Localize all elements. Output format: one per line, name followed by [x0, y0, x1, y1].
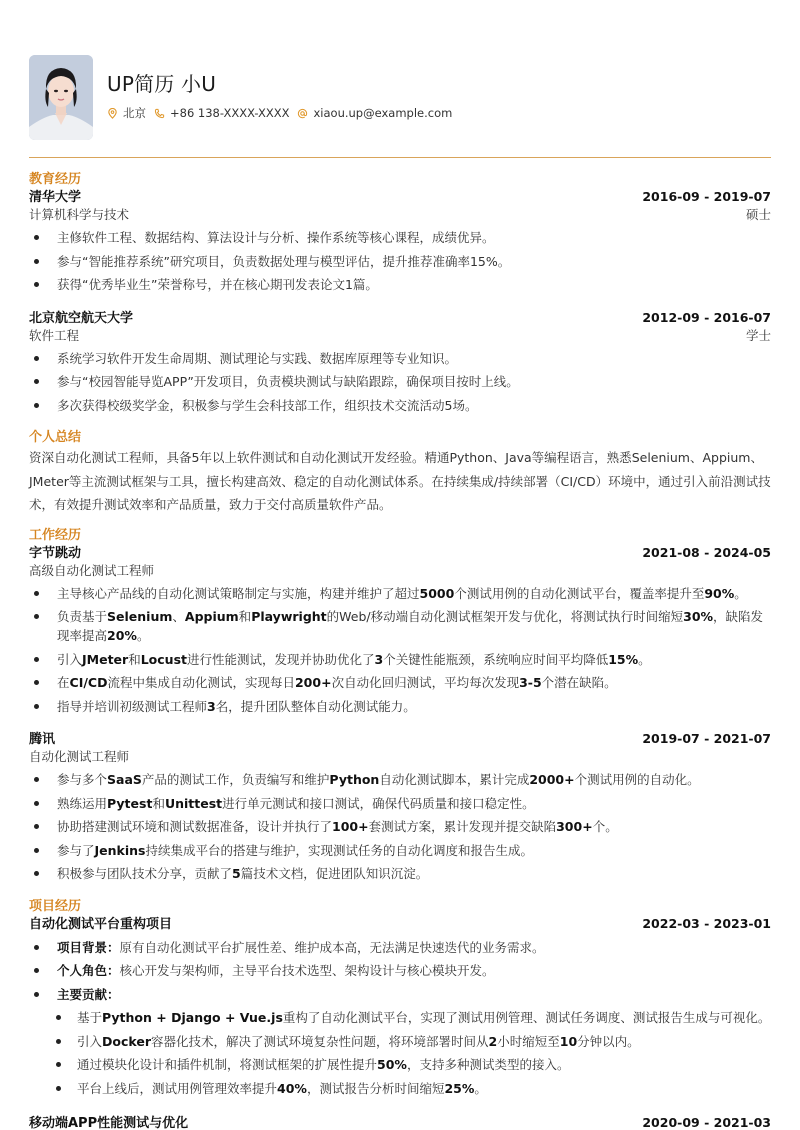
education-entry — [29, 188, 771, 294]
section-title-projects: 项目经历 — [29, 898, 82, 914]
resume-content — [29, 171, 771, 1130]
list-item: 主要贡献： — [29, 985, 771, 1004]
list-item: 积极参与团队技术分享，贡献了5篇技术文档，促进团队知识沉淀。 — [29, 864, 771, 883]
bullet-list — [29, 584, 771, 716]
project-entry — [29, 1114, 771, 1130]
list-item: 平台上线后，测试用例管理效率提升40%，测试报告分析时间缩短25%。 — [29, 1079, 771, 1098]
resume-header — [29, 55, 460, 140]
email-text[interactable]: xiaou.up@example.com — [313, 106, 453, 120]
education-section — [29, 171, 771, 415]
profile-photo — [29, 55, 93, 140]
contact-phone — [154, 106, 289, 120]
list-item: 系统学习软件开发生命周期、测试理论与实践、数据库原理等专业知识。 — [29, 349, 771, 368]
work-entry — [29, 730, 771, 883]
date-range: 2019-07 - 2021-07 — [642, 731, 771, 746]
project-name: 移动端APP性能测试与优化 — [29, 1116, 189, 1130]
list-item: 主导核心产品线的自动化测试策略制定与实施，构建并维护了超过5000个测试用例的自动化测试平台，覆盖率提升至90%。 — [29, 584, 771, 603]
nested-bullet-list — [29, 1008, 771, 1098]
projects-section — [29, 898, 771, 1130]
list-item: 参与了Jenkins持续集成平台的搭建与维护，实现测试任务的自动化调度和报告生成。 — [29, 841, 771, 860]
date-range: 2016-09 - 2019-07 — [642, 189, 771, 204]
section-title-work: 工作经历 — [29, 527, 82, 543]
phone-text[interactable]: +86 138-XXXX-XXXX — [170, 106, 290, 120]
list-item: 主修软件工程、数据结构、算法设计与分析、操作系统等核心课程，成绩优异。 — [29, 228, 771, 247]
list-item: 个人角色：核心开发与架构师，主导平台技术选型、架构设计与核心模块开发。 — [29, 961, 771, 980]
contact-email — [297, 106, 452, 120]
list-item: 熟练运用Pytest和Unittest进行单元测试和接口测试，确保代码质量和接口稳定性。 — [29, 794, 771, 813]
list-item: 多次获得校级奖学金，积极参与学生会科技部工作，组织技术交流活动5场。 — [29, 396, 771, 415]
major: 计算机科学与技术 — [29, 207, 130, 222]
list-item: 参与“智能推荐系统”研究项目，负责数据处理与模型评估，提升推荐准确率15%。 — [29, 252, 771, 271]
degree: 硕士 — [745, 207, 771, 222]
date-range: 2020-09 - 2021-03 — [642, 1115, 771, 1130]
work-entry — [29, 544, 771, 716]
list-item: 协助搭建测试环境和测试数据准备，设计并执行了100+套测试方案，累计发现并提交缺陷300+个。 — [29, 817, 771, 836]
candidate-name: UP简历 小U — [107, 72, 217, 96]
map-pin-icon — [107, 108, 118, 119]
list-item: 获得“优秀毕业生”荣誉称号，并在核心期刊发表论文1篇。 — [29, 275, 771, 294]
phone-icon — [154, 108, 165, 119]
list-item: 负责基于Selenium、Appium和Playwright的Web/移动端自动化测试框架开发与优化，将测试执行时间缩短30%，缺陷发现率提高20%。 — [29, 607, 771, 645]
contact-list — [107, 105, 460, 121]
bullet-list — [29, 938, 771, 1004]
job-title: 自动化测试工程师 — [29, 749, 130, 764]
date-range: 2021-08 - 2024-05 — [642, 544, 771, 560]
header-divider — [29, 157, 771, 158]
list-item: 在CI/CD流程中集成自动化测试，实现每日200+次自动化回归测试，平均每次发现3-5个潜在缺陷。 — [29, 673, 771, 692]
school-name: 清华大学 — [29, 190, 82, 205]
list-item: 引入Docker容器化技术，解决了测试环境复杂性问题，将环境部署时间从2小时缩短至10分钟以内。 — [29, 1032, 771, 1051]
degree: 学士 — [745, 327, 771, 343]
list-item: 基于Python + Django + Vue.js重构了自动化测试平台，实现了测试用例管理、测试任务调度、测试报告生成与可视化。 — [29, 1008, 771, 1027]
summary-text: 资深自动化测试工程师，具备5年以上软件测试和自动化测试开发经验。精通Python、Java等编程语言，熟悉Selenium、Appium、JMeter等主流测试框架与工具，擅长构建高效、稳定的自动化测试体系。在持续集成/持续部署（CI/CD）环境中，通过引入前沿测试技术，有效提升测试效率和产品质量，致力于交付高质量软件产品。 — [29, 450, 771, 512]
location-text: 北京 — [123, 106, 146, 120]
list-item: 指导并培训初级测试工程师3名，提升团队整体自动化测试能力。 — [29, 697, 771, 716]
list-item: 参与“校园智能导览APP”开发项目，负责模块测试与缺陷跟踪，确保项目按时上线。 — [29, 372, 771, 391]
education-entry — [29, 309, 771, 415]
bullet-list — [29, 770, 771, 883]
major: 软件工程 — [29, 327, 80, 343]
work-section — [29, 527, 771, 884]
bullet-list — [29, 228, 771, 294]
list-item: 项目背景：原有自动化测试平台扩展性差、维护成本高，无法满足快速迭代的业务需求。 — [29, 938, 771, 957]
school-name: 北京航空航天大学 — [29, 310, 134, 326]
company-name: 腾讯 — [29, 732, 56, 747]
list-item: 参与多个SaaS产品的测试工作，负责编写和维护Python自动化测试脚本，累计完成2000+个测试用例的自动化。 — [29, 770, 771, 789]
section-title-summary: 个人总结 — [29, 430, 82, 445]
contact-location — [107, 105, 146, 121]
person-portrait-icon — [29, 55, 93, 140]
bullet-list — [29, 349, 771, 415]
company-name: 字节跳动 — [29, 545, 82, 561]
project-entry — [29, 915, 771, 1098]
list-item: 引入JMeter和Locust进行性能测试，发现并协助优化了3个关键性能瓶颈，系统响应时间平均降低15%。 — [29, 650, 771, 669]
date-range: 2012-09 - 2016-07 — [642, 309, 771, 325]
list-item: 通过模块化设计和插件机制，将测试框架的扩展性提升50%，支持多种测试类型的接入。 — [29, 1055, 771, 1074]
job-title: 高级自动化测试工程师 — [29, 562, 155, 578]
project-name: 自动化测试平台重构项目 — [29, 916, 173, 932]
header-info — [107, 68, 460, 121]
at-sign-icon — [297, 108, 308, 119]
section-title-education: 教育经历 — [29, 172, 82, 187]
date-range: 2022-03 - 2023-01 — [642, 915, 771, 931]
summary-section — [29, 429, 771, 517]
